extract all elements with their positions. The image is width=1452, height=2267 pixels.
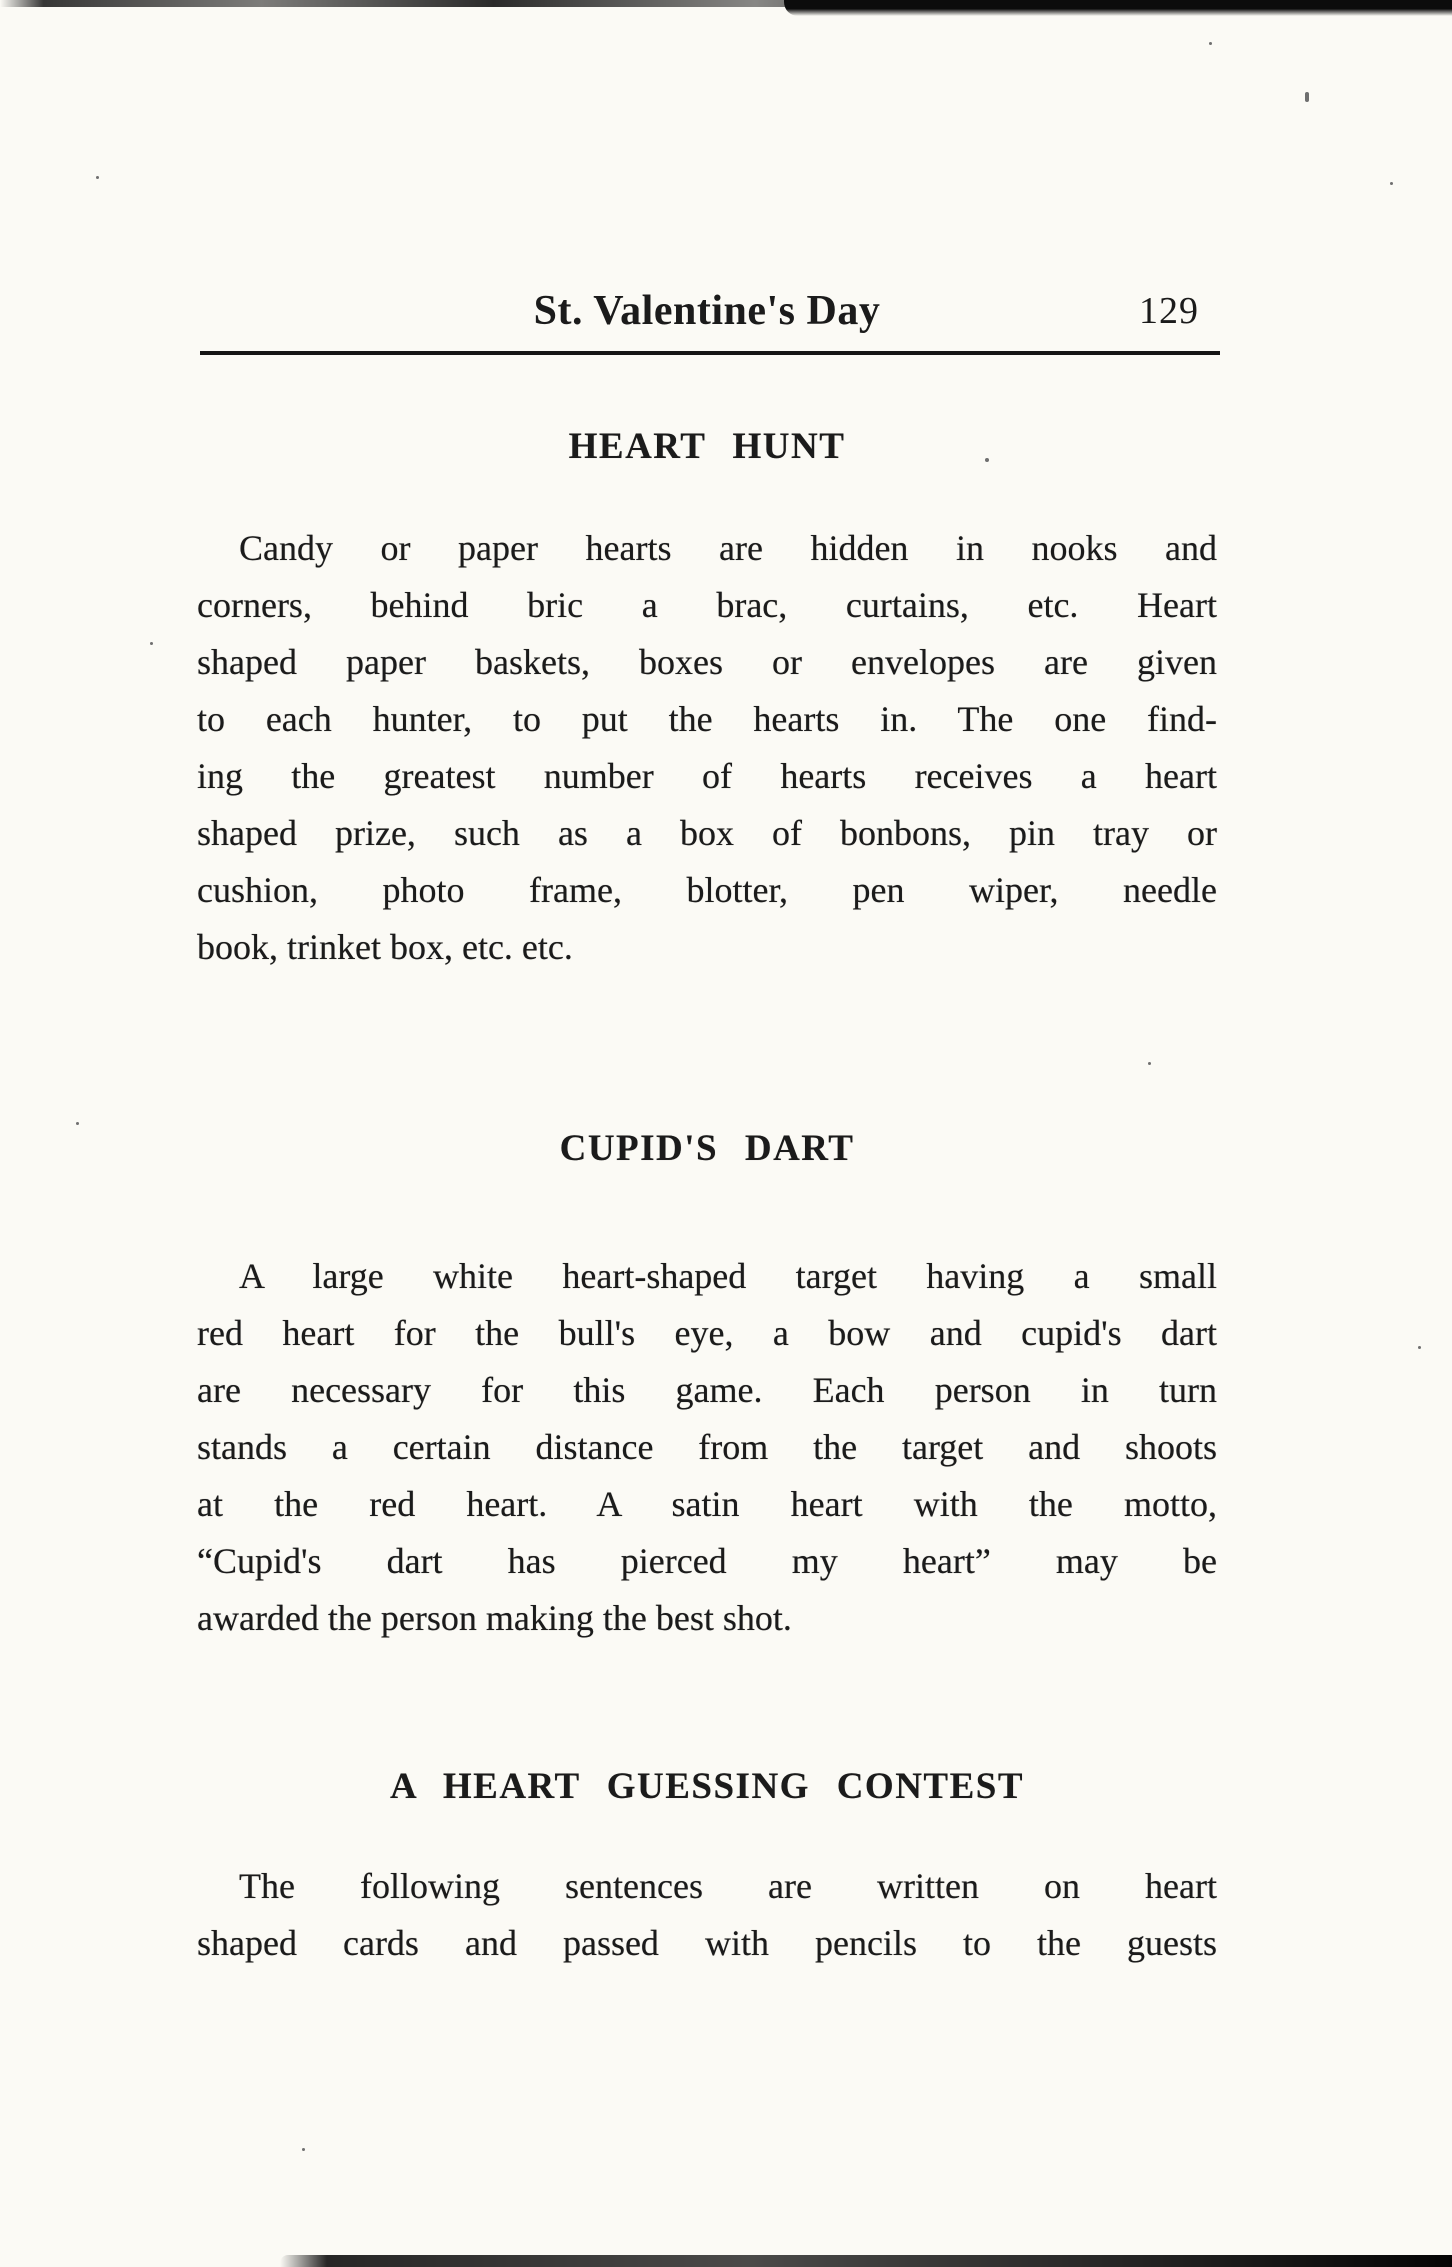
text-line: Candy or paper hearts are hidden in nooks and [239,528,1217,568]
text-line: awarded the person making the best shot. [197,1598,792,1638]
text-line: to each hunter, to put the hearts in. The one find- [197,699,1217,739]
text-line: shaped paper baskets, boxes or envelopes are given [197,642,1217,682]
header-rule [200,351,1220,355]
text-line: red heart for the bull's eye, a bow and cupid's dart [197,1313,1217,1353]
paragraph [197,520,1217,976]
text-line: The following sentences are written on heart [239,1866,1217,1906]
text-line: shaped cards and passed with pencils to the guests [197,1923,1217,1963]
text-line: book, trinket box, etc. etc. [197,927,573,967]
section-heading: A HEART GUESSING CONTEST [389,1766,1025,1807]
text-line: cushion, photo frame, blotter, pen wiper, needle [197,870,1217,910]
text-line: A large white heart-shaped target having a small [239,1256,1217,1296]
text-line: shaped prize, such as a box of bonbons, pin tray or [197,813,1217,853]
page-title: St. Valentine's Day [533,288,881,334]
section-heading: HEART HUNT [568,426,846,467]
text-line: “Cupid's dart has pierced my heart” may be [197,1541,1217,1581]
scan-speckle [1209,42,1212,45]
scan-speckle [302,2148,305,2151]
scan-speckle [1390,182,1393,185]
text-line: corners, behind bric a brac, curtains, etc. Heart [197,585,1217,625]
scan-speckle [1418,1346,1421,1349]
paragraph [197,1248,1217,1647]
scan-speckle [1148,1062,1151,1065]
text-line: ing the greatest number of hearts receives a heart [197,756,1217,796]
scan-speckle [150,642,153,645]
page-number: 129 [1139,290,1199,332]
scan-top-right-artifact [784,0,1452,16]
scan-bottom-edge-artifact [280,2255,1452,2267]
text-line: are necessary for this game. Each person in turn [197,1370,1217,1410]
section-heading: CUPID'S DART [559,1128,855,1169]
text-line: stands a certain distance from the target and shoots [197,1427,1217,1467]
running-head [197,287,1217,339]
scan-speckle [1305,92,1309,102]
paragraph [197,1858,1217,1972]
text-line: at the red heart. A satin heart with the motto, [197,1484,1217,1524]
scan-speckle [96,176,99,179]
scan-speckle [76,1122,79,1125]
